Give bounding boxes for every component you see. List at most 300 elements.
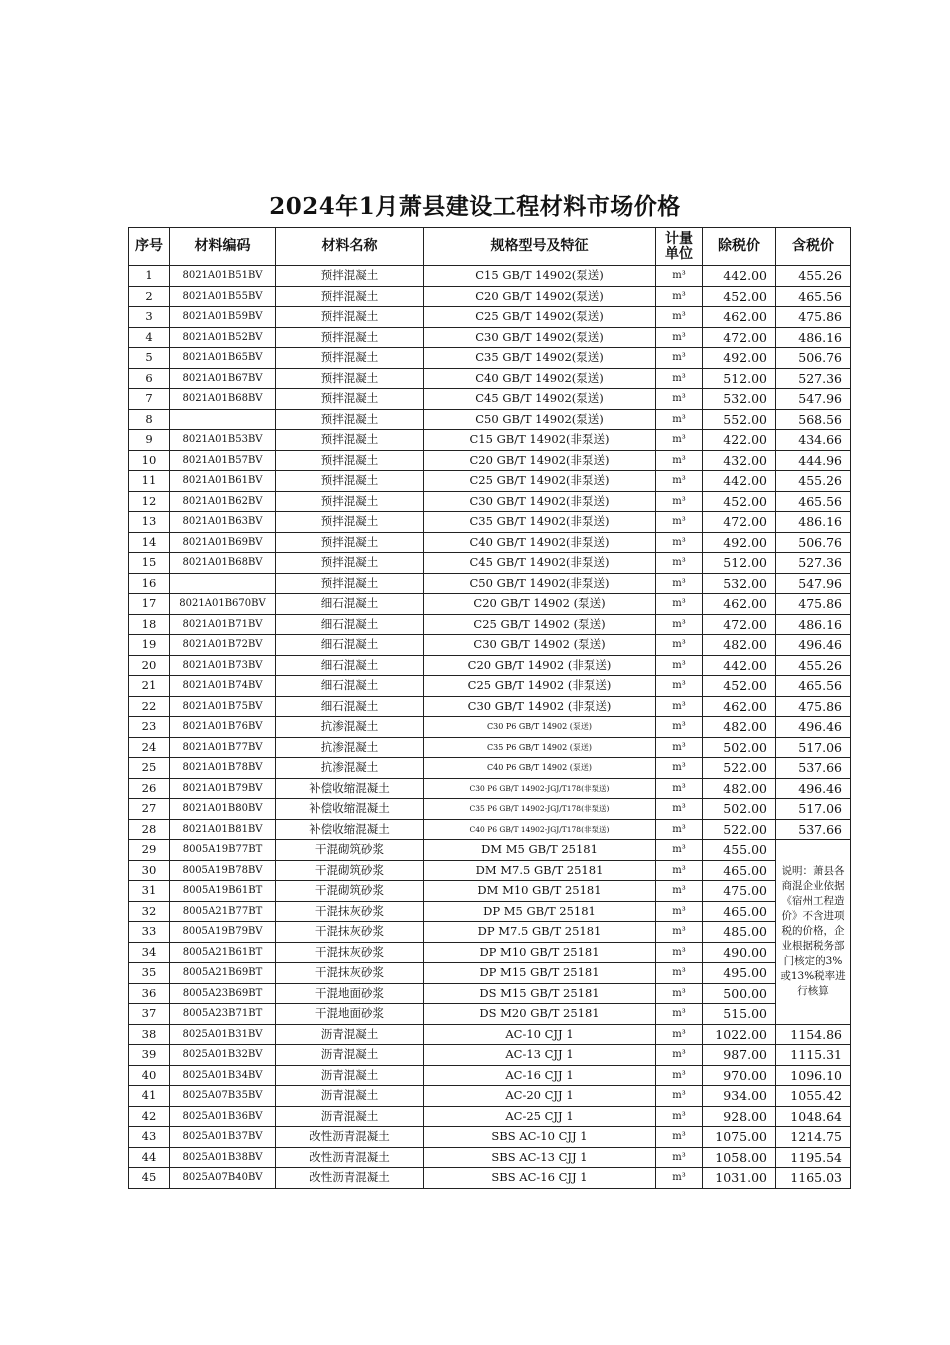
- cell-price-in: 486.16: [776, 614, 851, 635]
- cell-price-ex: 490.00: [703, 942, 776, 963]
- cell-price-ex: 442.00: [703, 471, 776, 492]
- cell-price-in: 486.16: [776, 512, 851, 533]
- cell-price-in: 537.66: [776, 758, 851, 779]
- cell-seq: 25: [129, 758, 170, 779]
- cell-unit: m³: [656, 635, 703, 656]
- cell-name: 预拌混凝土: [276, 553, 424, 574]
- cell-name: 细石混凝土: [276, 635, 424, 656]
- cell-unit: m³: [656, 491, 703, 512]
- cell-unit: m³: [656, 901, 703, 922]
- cell-spec: C20 GB/T 14902(泵送): [424, 286, 656, 307]
- cell-name: 预拌混凝土: [276, 409, 424, 430]
- cell-price-in: 486.16: [776, 327, 851, 348]
- cell-name: 沥青混凝土: [276, 1024, 424, 1045]
- cell-spec: DS M15 GB/T 25181: [424, 983, 656, 1004]
- cell-seq: 41: [129, 1086, 170, 1107]
- table-row: [129, 450, 851, 471]
- cell-price-in: 1115.31: [776, 1045, 851, 1066]
- cell-name: 改性沥青混凝土: [276, 1147, 424, 1168]
- table-row: [129, 430, 851, 451]
- cell-spec: DM M7.5 GB/T 25181: [424, 860, 656, 881]
- cell-seq: 6: [129, 368, 170, 389]
- cell-seq: 21: [129, 676, 170, 697]
- cell-spec: C20 GB/T 14902 (非泵送): [424, 655, 656, 676]
- table-row: [129, 737, 851, 758]
- cell-spec: C50 GB/T 14902(非泵送): [424, 573, 656, 594]
- cell-name: 预拌混凝土: [276, 491, 424, 512]
- cell-name: 细石混凝土: [276, 696, 424, 717]
- cell-spec: AC-16 CJJ 1: [424, 1065, 656, 1086]
- cell-seq: 3: [129, 307, 170, 328]
- cell-name: 细石混凝土: [276, 614, 424, 635]
- cell-code: 8021A01B53BV: [170, 430, 276, 451]
- cell-unit: m³: [656, 368, 703, 389]
- table-row: [129, 471, 851, 492]
- cell-code: 8005A21B61BT: [170, 942, 276, 963]
- cell-spec: AC-20 CJJ 1: [424, 1086, 656, 1107]
- cell-name: 预拌混凝土: [276, 307, 424, 328]
- cell-unit: m³: [656, 983, 703, 1004]
- cell-seq: 4: [129, 327, 170, 348]
- cell-seq: 26: [129, 778, 170, 799]
- cell-name: 预拌混凝土: [276, 266, 424, 287]
- cell-price-ex: 452.00: [703, 676, 776, 697]
- cell-name: 抗渗混凝土: [276, 758, 424, 779]
- cell-unit: m³: [656, 881, 703, 902]
- cell-seq: 12: [129, 491, 170, 512]
- table-row: [129, 266, 851, 287]
- cell-unit: m³: [656, 1086, 703, 1107]
- cell-code: 8021A01B61BV: [170, 471, 276, 492]
- cell-seq: 33: [129, 922, 170, 943]
- cell-code: 8005A21B77BT: [170, 901, 276, 922]
- cell-unit: m³: [656, 1004, 703, 1025]
- cell-name: 沥青混凝土: [276, 1045, 424, 1066]
- cell-price-ex: 465.00: [703, 901, 776, 922]
- cell-name: 改性沥青混凝土: [276, 1168, 424, 1189]
- cell-code: 8021A01B72BV: [170, 635, 276, 656]
- cell-spec: C40 GB/T 14902(泵送): [424, 368, 656, 389]
- cell-seq: 42: [129, 1106, 170, 1127]
- cell-code: 8005A19B61BT: [170, 881, 276, 902]
- cell-name: 预拌混凝土: [276, 389, 424, 410]
- cell-seq: 23: [129, 717, 170, 738]
- cell-unit: m³: [656, 614, 703, 635]
- cell-price-ex: 515.00: [703, 1004, 776, 1025]
- cell-price-in: 496.46: [776, 778, 851, 799]
- cell-unit: m³: [656, 573, 703, 594]
- cell-seq: 27: [129, 799, 170, 820]
- cell-spec: DP M15 GB/T 25181: [424, 963, 656, 984]
- cell-price-ex: 502.00: [703, 799, 776, 820]
- cell-name: 预拌混凝土: [276, 348, 424, 369]
- cell-name: 干混抹灰砂浆: [276, 922, 424, 943]
- cell-code: 8025A01B32BV: [170, 1045, 276, 1066]
- table-row: [129, 901, 851, 922]
- cell-price-ex: 928.00: [703, 1106, 776, 1127]
- cell-unit: m³: [656, 532, 703, 553]
- cell-code: 8021A01B73BV: [170, 655, 276, 676]
- cell-price-in: 1055.42: [776, 1086, 851, 1107]
- cell-code: 8025A01B37BV: [170, 1127, 276, 1148]
- cell-code: 8021A01B71BV: [170, 614, 276, 635]
- cell-spec: C25 GB/T 14902 (泵送): [424, 614, 656, 635]
- cell-seq: 34: [129, 942, 170, 963]
- cell-price-ex: 492.00: [703, 532, 776, 553]
- cell-price-in: 537.66: [776, 819, 851, 840]
- cell-unit: m³: [656, 1065, 703, 1086]
- cell-unit: m³: [656, 799, 703, 820]
- cell-price-ex: 1031.00: [703, 1168, 776, 1189]
- cell-price-ex: 462.00: [703, 307, 776, 328]
- cell-spec: C20 GB/T 14902(非泵送): [424, 450, 656, 471]
- cell-unit: m³: [656, 286, 703, 307]
- cell-seq: 38: [129, 1024, 170, 1045]
- cell-code: 8021A01B55BV: [170, 286, 276, 307]
- cell-price-ex: 472.00: [703, 512, 776, 533]
- cell-price-ex: 970.00: [703, 1065, 776, 1086]
- cell-name: 补偿收缩混凝土: [276, 799, 424, 820]
- cell-seq: 22: [129, 696, 170, 717]
- cell-unit: m³: [656, 512, 703, 533]
- cell-price-in: 547.96: [776, 389, 851, 410]
- cell-name: 干混抹灰砂浆: [276, 963, 424, 984]
- cell-seq: 31: [129, 881, 170, 902]
- price-table: [128, 227, 851, 1189]
- table-row: [129, 1024, 851, 1045]
- table-row: [129, 860, 851, 881]
- cell-spec: C40 GB/T 14902(非泵送): [424, 532, 656, 553]
- cell-price-ex: 502.00: [703, 737, 776, 758]
- table-row: [129, 635, 851, 656]
- cell-seq: 2: [129, 286, 170, 307]
- cell-spec: C40 P6 GB/T 14902-JGJ/T178(非泵送): [424, 819, 656, 840]
- table-row: [129, 389, 851, 410]
- cell-spec: AC-10 CJJ 1: [424, 1024, 656, 1045]
- cell-price-in: 1154.86: [776, 1024, 851, 1045]
- cell-price-ex: 934.00: [703, 1086, 776, 1107]
- cell-seq: 24: [129, 737, 170, 758]
- table-row: [129, 1045, 851, 1066]
- cell-price-ex: 465.00: [703, 860, 776, 881]
- cell-spec: DS M20 GB/T 25181: [424, 1004, 656, 1025]
- table-row: [129, 1086, 851, 1107]
- cell-seq: 37: [129, 1004, 170, 1025]
- table-row: [129, 1168, 851, 1189]
- cell-price-in: 517.06: [776, 737, 851, 758]
- table-row: [129, 368, 851, 389]
- cell-spec: C35 GB/T 14902(泵送): [424, 348, 656, 369]
- cell-spec: AC-13 CJJ 1: [424, 1045, 656, 1066]
- cell-spec: C25 GB/T 14902(非泵送): [424, 471, 656, 492]
- cell-unit: m³: [656, 389, 703, 410]
- cell-code: 8005A23B69BT: [170, 983, 276, 1004]
- cell-code: 8025A07B35BV: [170, 1086, 276, 1107]
- cell-name: 预拌混凝土: [276, 327, 424, 348]
- cell-price-in: 496.46: [776, 635, 851, 656]
- cell-unit: m³: [656, 737, 703, 758]
- table-row: [129, 614, 851, 635]
- table-row: [129, 553, 851, 574]
- cell-seq: 44: [129, 1147, 170, 1168]
- table-row: [129, 819, 851, 840]
- cell-spec: C25 GB/T 14902 (非泵送): [424, 676, 656, 697]
- table-row: [129, 840, 851, 861]
- table-row: [129, 717, 851, 738]
- cell-price-in: 444.96: [776, 450, 851, 471]
- cell-code: 8021A01B59BV: [170, 307, 276, 328]
- cell-price-ex: 1022.00: [703, 1024, 776, 1045]
- cell-spec: C45 GB/T 14902(泵送): [424, 389, 656, 410]
- cell-spec: C35 GB/T 14902(非泵送): [424, 512, 656, 533]
- cell-price-ex: 492.00: [703, 348, 776, 369]
- cell-code: 8025A01B31BV: [170, 1024, 276, 1045]
- cell-spec: C25 GB/T 14902(泵送): [424, 307, 656, 328]
- cell-price-ex: 442.00: [703, 655, 776, 676]
- cell-price-in: 517.06: [776, 799, 851, 820]
- cell-price-ex: 500.00: [703, 983, 776, 1004]
- table-row: [129, 1106, 851, 1127]
- cell-price-ex: 472.00: [703, 327, 776, 348]
- cell-code: 8021A01B75BV: [170, 696, 276, 717]
- cell-code: 8021A01B74BV: [170, 676, 276, 697]
- cell-unit: m³: [656, 860, 703, 881]
- cell-code: 8021A01B68BV: [170, 553, 276, 574]
- cell-spec: DM M5 GB/T 25181: [424, 840, 656, 861]
- cell-name: 细石混凝土: [276, 655, 424, 676]
- cell-unit: m³: [656, 1106, 703, 1127]
- table-row: [129, 799, 851, 820]
- cell-code: 8021A01B69BV: [170, 532, 276, 553]
- cell-seq: 16: [129, 573, 170, 594]
- cell-price-in: 547.96: [776, 573, 851, 594]
- cell-price-in: 465.56: [776, 286, 851, 307]
- cell-price-ex: 482.00: [703, 778, 776, 799]
- cell-spec: C30 GB/T 14902(非泵送): [424, 491, 656, 512]
- cell-spec: SBS AC-10 CJJ 1: [424, 1127, 656, 1148]
- cell-price-ex: 482.00: [703, 717, 776, 738]
- cell-name: 细石混凝土: [276, 676, 424, 697]
- cell-spec: C30 P6 GB/T 14902 (泵送): [424, 717, 656, 738]
- table-row: [129, 573, 851, 594]
- cell-seq: 39: [129, 1045, 170, 1066]
- cell-price-in: 475.86: [776, 307, 851, 328]
- cell-unit: m³: [656, 1147, 703, 1168]
- cell-price-in: 527.36: [776, 368, 851, 389]
- cell-price-ex: 495.00: [703, 963, 776, 984]
- table-row: [129, 491, 851, 512]
- note-cell: 说明：萧县各商混企业依据《宿州工程造价》不含进项税的价格，企业根据税务部门核定的3%或13%税率进行核算: [776, 840, 851, 1025]
- cell-price-ex: 522.00: [703, 758, 776, 779]
- cell-name: 预拌混凝土: [276, 471, 424, 492]
- cell-price-in: 1214.75: [776, 1127, 851, 1148]
- cell-unit: m³: [656, 758, 703, 779]
- cell-spec: SBS AC-13 CJJ 1: [424, 1147, 656, 1168]
- cell-price-in: 506.76: [776, 348, 851, 369]
- cell-code: [170, 573, 276, 594]
- cell-unit: m³: [656, 409, 703, 430]
- cell-spec: AC-25 CJJ 1: [424, 1106, 656, 1127]
- cell-seq: 32: [129, 901, 170, 922]
- header-spec: 规格型号及特征: [424, 228, 656, 266]
- cell-name: 预拌混凝土: [276, 573, 424, 594]
- cell-spec: DP M5 GB/T 25181: [424, 901, 656, 922]
- table-row: [129, 881, 851, 902]
- cell-code: 8021A01B68BV: [170, 389, 276, 410]
- cell-name: 抗渗混凝土: [276, 717, 424, 738]
- cell-price-in: 475.86: [776, 696, 851, 717]
- cell-unit: m³: [656, 717, 703, 738]
- cell-price-ex: 512.00: [703, 553, 776, 574]
- table-row: [129, 963, 851, 984]
- cell-name: 补偿收缩混凝土: [276, 819, 424, 840]
- cell-name: 改性沥青混凝土: [276, 1127, 424, 1148]
- cell-spec: DP M7.5 GB/T 25181: [424, 922, 656, 943]
- table-row: [129, 655, 851, 676]
- table-row: [129, 1065, 851, 1086]
- cell-spec: C30 GB/T 14902 (非泵送): [424, 696, 656, 717]
- cell-code: 8025A01B38BV: [170, 1147, 276, 1168]
- cell-price-ex: 512.00: [703, 368, 776, 389]
- cell-unit: m³: [656, 307, 703, 328]
- cell-spec: C30 GB/T 14902 (泵送): [424, 635, 656, 656]
- cell-unit: m³: [656, 327, 703, 348]
- cell-unit: m³: [656, 655, 703, 676]
- header-price-in: 含税价: [776, 228, 851, 266]
- cell-name: 干混抹灰砂浆: [276, 901, 424, 922]
- header-unit: 计量单位: [656, 228, 703, 266]
- cell-price-ex: 442.00: [703, 266, 776, 287]
- cell-spec: C45 GB/T 14902(非泵送): [424, 553, 656, 574]
- cell-code: 8021A01B78BV: [170, 758, 276, 779]
- cell-code: 8021A01B77BV: [170, 737, 276, 758]
- cell-price-in: 568.56: [776, 409, 851, 430]
- cell-price-in: 465.56: [776, 676, 851, 697]
- cell-seq: 13: [129, 512, 170, 533]
- cell-spec: C35 P6 GB/T 14902 (泵送): [424, 737, 656, 758]
- cell-code: 8021A01B670BV: [170, 594, 276, 615]
- cell-price-ex: 452.00: [703, 491, 776, 512]
- cell-name: 沥青混凝土: [276, 1086, 424, 1107]
- cell-spec: C20 GB/T 14902 (泵送): [424, 594, 656, 615]
- cell-price-ex: 482.00: [703, 635, 776, 656]
- cell-price-ex: 552.00: [703, 409, 776, 430]
- cell-price-in: 434.66: [776, 430, 851, 451]
- table-row: [129, 696, 851, 717]
- cell-name: 干混地面砂浆: [276, 1004, 424, 1025]
- header-row: [129, 228, 851, 266]
- cell-seq: 19: [129, 635, 170, 656]
- cell-price-in: 455.26: [776, 655, 851, 676]
- table-row: [129, 327, 851, 348]
- cell-seq: 1: [129, 266, 170, 287]
- cell-unit: m³: [656, 840, 703, 861]
- table-row: [129, 1127, 851, 1148]
- cell-price-ex: 462.00: [703, 594, 776, 615]
- cell-code: 8021A01B80BV: [170, 799, 276, 820]
- cell-code: 8021A01B52BV: [170, 327, 276, 348]
- cell-code: 8021A01B79BV: [170, 778, 276, 799]
- cell-code: 8025A01B34BV: [170, 1065, 276, 1086]
- cell-unit: m³: [656, 266, 703, 287]
- cell-price-ex: 472.00: [703, 614, 776, 635]
- cell-name: 预拌混凝土: [276, 368, 424, 389]
- cell-unit: m³: [656, 922, 703, 943]
- cell-code: 8021A01B67BV: [170, 368, 276, 389]
- table-row: [129, 942, 851, 963]
- cell-price-in: 455.26: [776, 266, 851, 287]
- cell-seq: 30: [129, 860, 170, 881]
- cell-unit: m³: [656, 594, 703, 615]
- cell-price-in: 465.56: [776, 491, 851, 512]
- table-row: [129, 409, 851, 430]
- cell-seq: 45: [129, 1168, 170, 1189]
- cell-spec: C30 GB/T 14902(泵送): [424, 327, 656, 348]
- cell-name: 干混砌筑砂浆: [276, 860, 424, 881]
- cell-seq: 8: [129, 409, 170, 430]
- cell-spec: C50 GB/T 14902(泵送): [424, 409, 656, 430]
- page-title: 2024年1月萧县建设工程材料市场价格: [269, 193, 681, 220]
- cell-unit: m³: [656, 676, 703, 697]
- cell-spec: C15 GB/T 14902(非泵送): [424, 430, 656, 451]
- cell-price-in: 1165.03: [776, 1168, 851, 1189]
- cell-name: 预拌混凝土: [276, 512, 424, 533]
- table-row: [129, 676, 851, 697]
- cell-price-in: 527.36: [776, 553, 851, 574]
- cell-price-ex: 462.00: [703, 696, 776, 717]
- cell-unit: m³: [656, 450, 703, 471]
- table-row: [129, 983, 851, 1004]
- cell-spec: C30 P6 GB/T 14902-JGJ/T178(非泵送): [424, 778, 656, 799]
- cell-price-in: 1195.54: [776, 1147, 851, 1168]
- table-row: [129, 286, 851, 307]
- cell-unit: m³: [656, 696, 703, 717]
- cell-price-ex: 452.00: [703, 286, 776, 307]
- cell-seq: 36: [129, 983, 170, 1004]
- table-row: [129, 1004, 851, 1025]
- cell-name: 沥青混凝土: [276, 1106, 424, 1127]
- cell-name: 预拌混凝土: [276, 286, 424, 307]
- cell-name: 干混砌筑砂浆: [276, 840, 424, 861]
- cell-code: 8021A01B63BV: [170, 512, 276, 533]
- cell-seq: 14: [129, 532, 170, 553]
- cell-name: 抗渗混凝土: [276, 737, 424, 758]
- cell-price-ex: 422.00: [703, 430, 776, 451]
- cell-unit: m³: [656, 1168, 703, 1189]
- header-price-ex: 除税价: [703, 228, 776, 266]
- cell-code: 8005A19B78BV: [170, 860, 276, 881]
- cell-unit: m³: [656, 430, 703, 451]
- cell-price-ex: 1058.00: [703, 1147, 776, 1168]
- cell-seq: 35: [129, 963, 170, 984]
- table-row: [129, 1147, 851, 1168]
- cell-price-ex: 522.00: [703, 819, 776, 840]
- cell-spec: DM M10 GB/T 25181: [424, 881, 656, 902]
- cell-price-in: 1096.10: [776, 1065, 851, 1086]
- table-row: [129, 348, 851, 369]
- cell-name: 预拌混凝土: [276, 532, 424, 553]
- cell-code: 8025A07B40BV: [170, 1168, 276, 1189]
- cell-unit: m³: [656, 942, 703, 963]
- cell-name: 补偿收缩混凝土: [276, 778, 424, 799]
- cell-unit: m³: [656, 963, 703, 984]
- cell-seq: 17: [129, 594, 170, 615]
- cell-seq: 40: [129, 1065, 170, 1086]
- cell-unit: m³: [656, 471, 703, 492]
- cell-name: 细石混凝土: [276, 594, 424, 615]
- cell-price-ex: 432.00: [703, 450, 776, 471]
- header-name: 材料名称: [276, 228, 424, 266]
